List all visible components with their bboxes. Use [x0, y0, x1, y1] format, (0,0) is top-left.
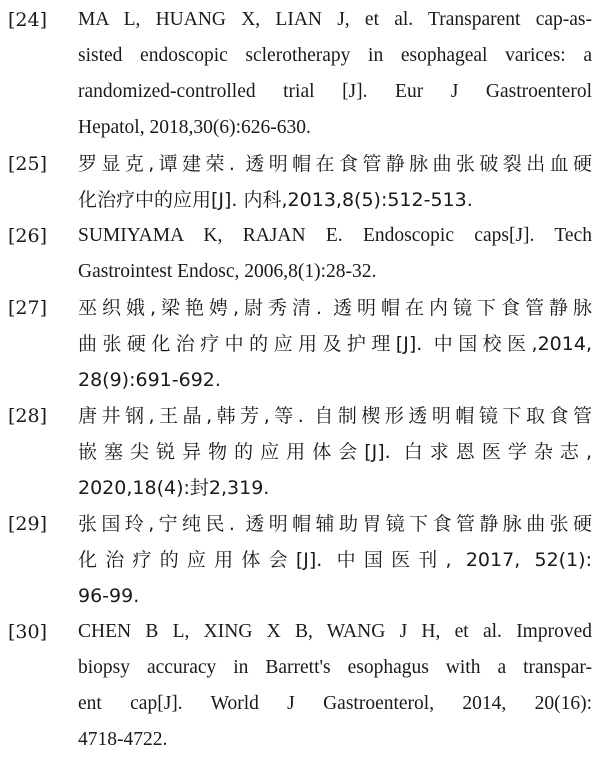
- reference-entry: [0, 146, 602, 218]
- reference-number: [25]: [8, 153, 48, 175]
- reference-entry: [0, 2, 602, 146]
- reference-list: [0, 2, 602, 758]
- reference-line: 张国玲,宁纯民. 透明帽辅助胃镜下食管静脉曲张硬: [78, 513, 592, 535]
- reference-number: [27]: [8, 297, 48, 319]
- reference-line: Hepatol, 2018,30(6):626-630.: [78, 117, 311, 138]
- reference-entry: [0, 506, 602, 614]
- reference-number: [30]: [8, 621, 48, 643]
- reference-line: 嵌塞尖锐异物的应用体会[J]. 白求恩医学杂志,: [78, 441, 592, 463]
- reference-line: SUMIYAMA K, RAJAN E. Endoscopic caps[J]. Tech: [78, 225, 592, 246]
- reference-line: 曲张硬化治疗中的应用及护理[J]. 中国校医,2014,: [78, 333, 592, 355]
- reference-line: MA L, HUANG X, LIAN J, et al. Transparent cap-as-: [78, 9, 592, 30]
- reference-line: 96-99.: [78, 585, 140, 607]
- reference-line: 2020,18(4):封2,319.: [78, 477, 270, 499]
- reference-line: 罗显克,谭建荣. 透明帽在食管静脉曲张破裂出血硬: [78, 153, 592, 175]
- reference-number: [26]: [8, 225, 48, 247]
- reference-line: 4718-4722.: [78, 729, 168, 750]
- reference-line: 唐井钢,王晶,韩芳,等. 自制楔形透明帽镜下取食管: [78, 405, 592, 427]
- reference-line: 化治疗中的应用[J]. 内科,2013,8(5):512-513.: [78, 189, 473, 211]
- reference-entry: [0, 614, 602, 758]
- reference-number: [24]: [8, 9, 48, 31]
- reference-entry: [0, 398, 602, 506]
- reference-line: randomized-controlled trial [J]. Eur J Gastroenterol: [78, 81, 592, 102]
- reference-line: Gastrointest Endosc, 2006,8(1):28-32.: [78, 261, 377, 282]
- reference-line: biopsy accuracy in Barrett's esophagus with a transpar-: [78, 657, 592, 678]
- reference-line: sisted endoscopic sclerotherapy in esophageal varices: a: [78, 45, 592, 66]
- reference-number: [29]: [8, 513, 48, 535]
- reference-line: ent cap[J]. World J Gastroenterol, 2014, 20(16):: [78, 693, 592, 714]
- reference-entry: [0, 290, 602, 398]
- reference-line: 化治疗的应用体会[J]. 中国医刊, 2017, 52(1):: [78, 549, 592, 571]
- reference-line: CHEN B L, XING X B, WANG J H, et al. Improved: [78, 621, 592, 642]
- reference-line: 巫织娥,梁艳娉,尉秀清. 透明帽在内镜下食管静脉: [78, 297, 592, 319]
- reference-number: [28]: [8, 405, 48, 427]
- reference-line: 28(9):691-692.: [78, 369, 221, 391]
- reference-entry: [0, 218, 602, 290]
